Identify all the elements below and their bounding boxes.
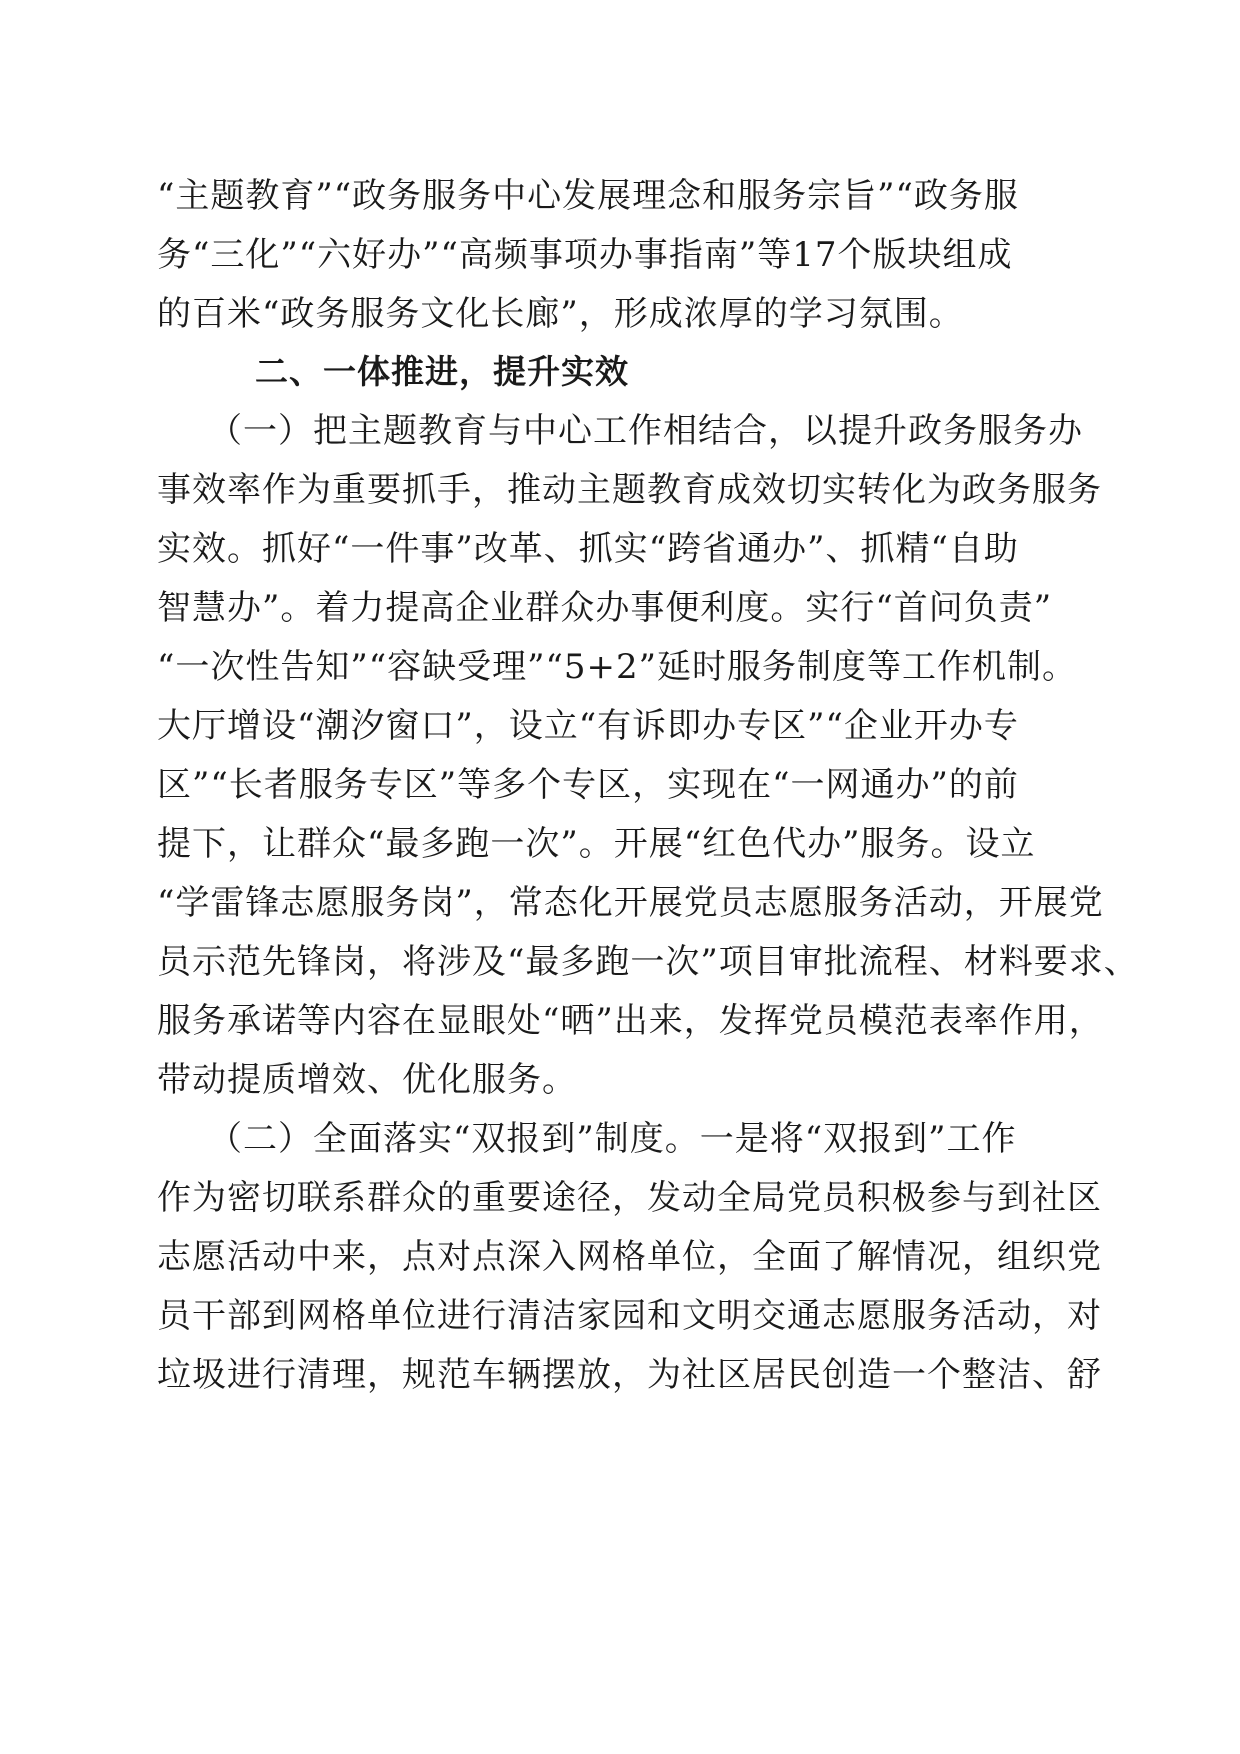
body-text-line: 员干部到网格单位进行清洁家园和文明交通志愿服务活动，对 <box>157 1296 1102 1336</box>
body-text-line: “学雷锋志愿服务岗”，常态化开展党员志愿服务活动，开展党 <box>157 883 1104 923</box>
body-text-line: “一次性告知”“容缺受理”“5+2”延时服务制度等工作机制。 <box>157 647 1078 687</box>
body-text-line: 事效率作为重要抓手，推动主题教育成效切实转化为政务服务 <box>157 470 1102 510</box>
body-text-line: 志愿活动中来，点对点深入网格单位，全面了解情况，组织党 <box>157 1237 1102 1277</box>
body-text-line: 务“三化”“六好办”“高频事项办事指南”等17个版块组成 <box>157 235 1013 275</box>
body-text-line: 区”“长者服务专区”等多个专区，实现在“一网通办”的前 <box>157 765 1019 805</box>
body-text-line: 提下，让群众“最多跑一次”。开展“红色代办”服务。设立 <box>157 824 1036 864</box>
body-text-line: 的百米“政务服务文化长廊”，形成浓厚的学习氛围。 <box>157 294 964 334</box>
paragraph-first-line: （二）全面落实“双报到”制度。一是将“双报到”工作 <box>208 1119 1017 1159</box>
body-text-line: 带动提质增效、优化服务。 <box>157 1060 577 1100</box>
body-text-line: 智慧办”。着力提高企业群众办事便利度。实行“首问负责” <box>157 588 1053 628</box>
body-text-line: 员示范先锋岗，将涉及“最多跑一次”项目审批流程、材料要求、 <box>157 942 1139 982</box>
body-text-line: 作为密切联系群众的重要途径，发动全局党员积极参与到社区 <box>157 1178 1102 1218</box>
body-text-line: “主题教育”“政务服务中心发展理念和服务宗旨”“政务服 <box>157 176 1019 216</box>
body-text-line: 实效。抓好“一件事”改革、抓实“跨省通办”、抓精“自助 <box>157 529 1019 569</box>
body-text-line: 大厅增设“潮汐窗口”，设立“有诉即办专区”“企业开办专 <box>157 706 1019 746</box>
paragraph-first-line: （一）把主题教育与中心工作相结合，以提升政务服务办 <box>208 411 1083 451</box>
body-text-line: 服务承诺等内容在显眼处“晒”出来，发挥党员模范表率作用， <box>157 1001 1104 1041</box>
section-heading: 二、一体推进，提升实效 <box>255 352 629 391</box>
body-text-line: 垃圾进行清理，规范车辆摆放，为社区居民创造一个整洁、舒 <box>157 1355 1102 1395</box>
